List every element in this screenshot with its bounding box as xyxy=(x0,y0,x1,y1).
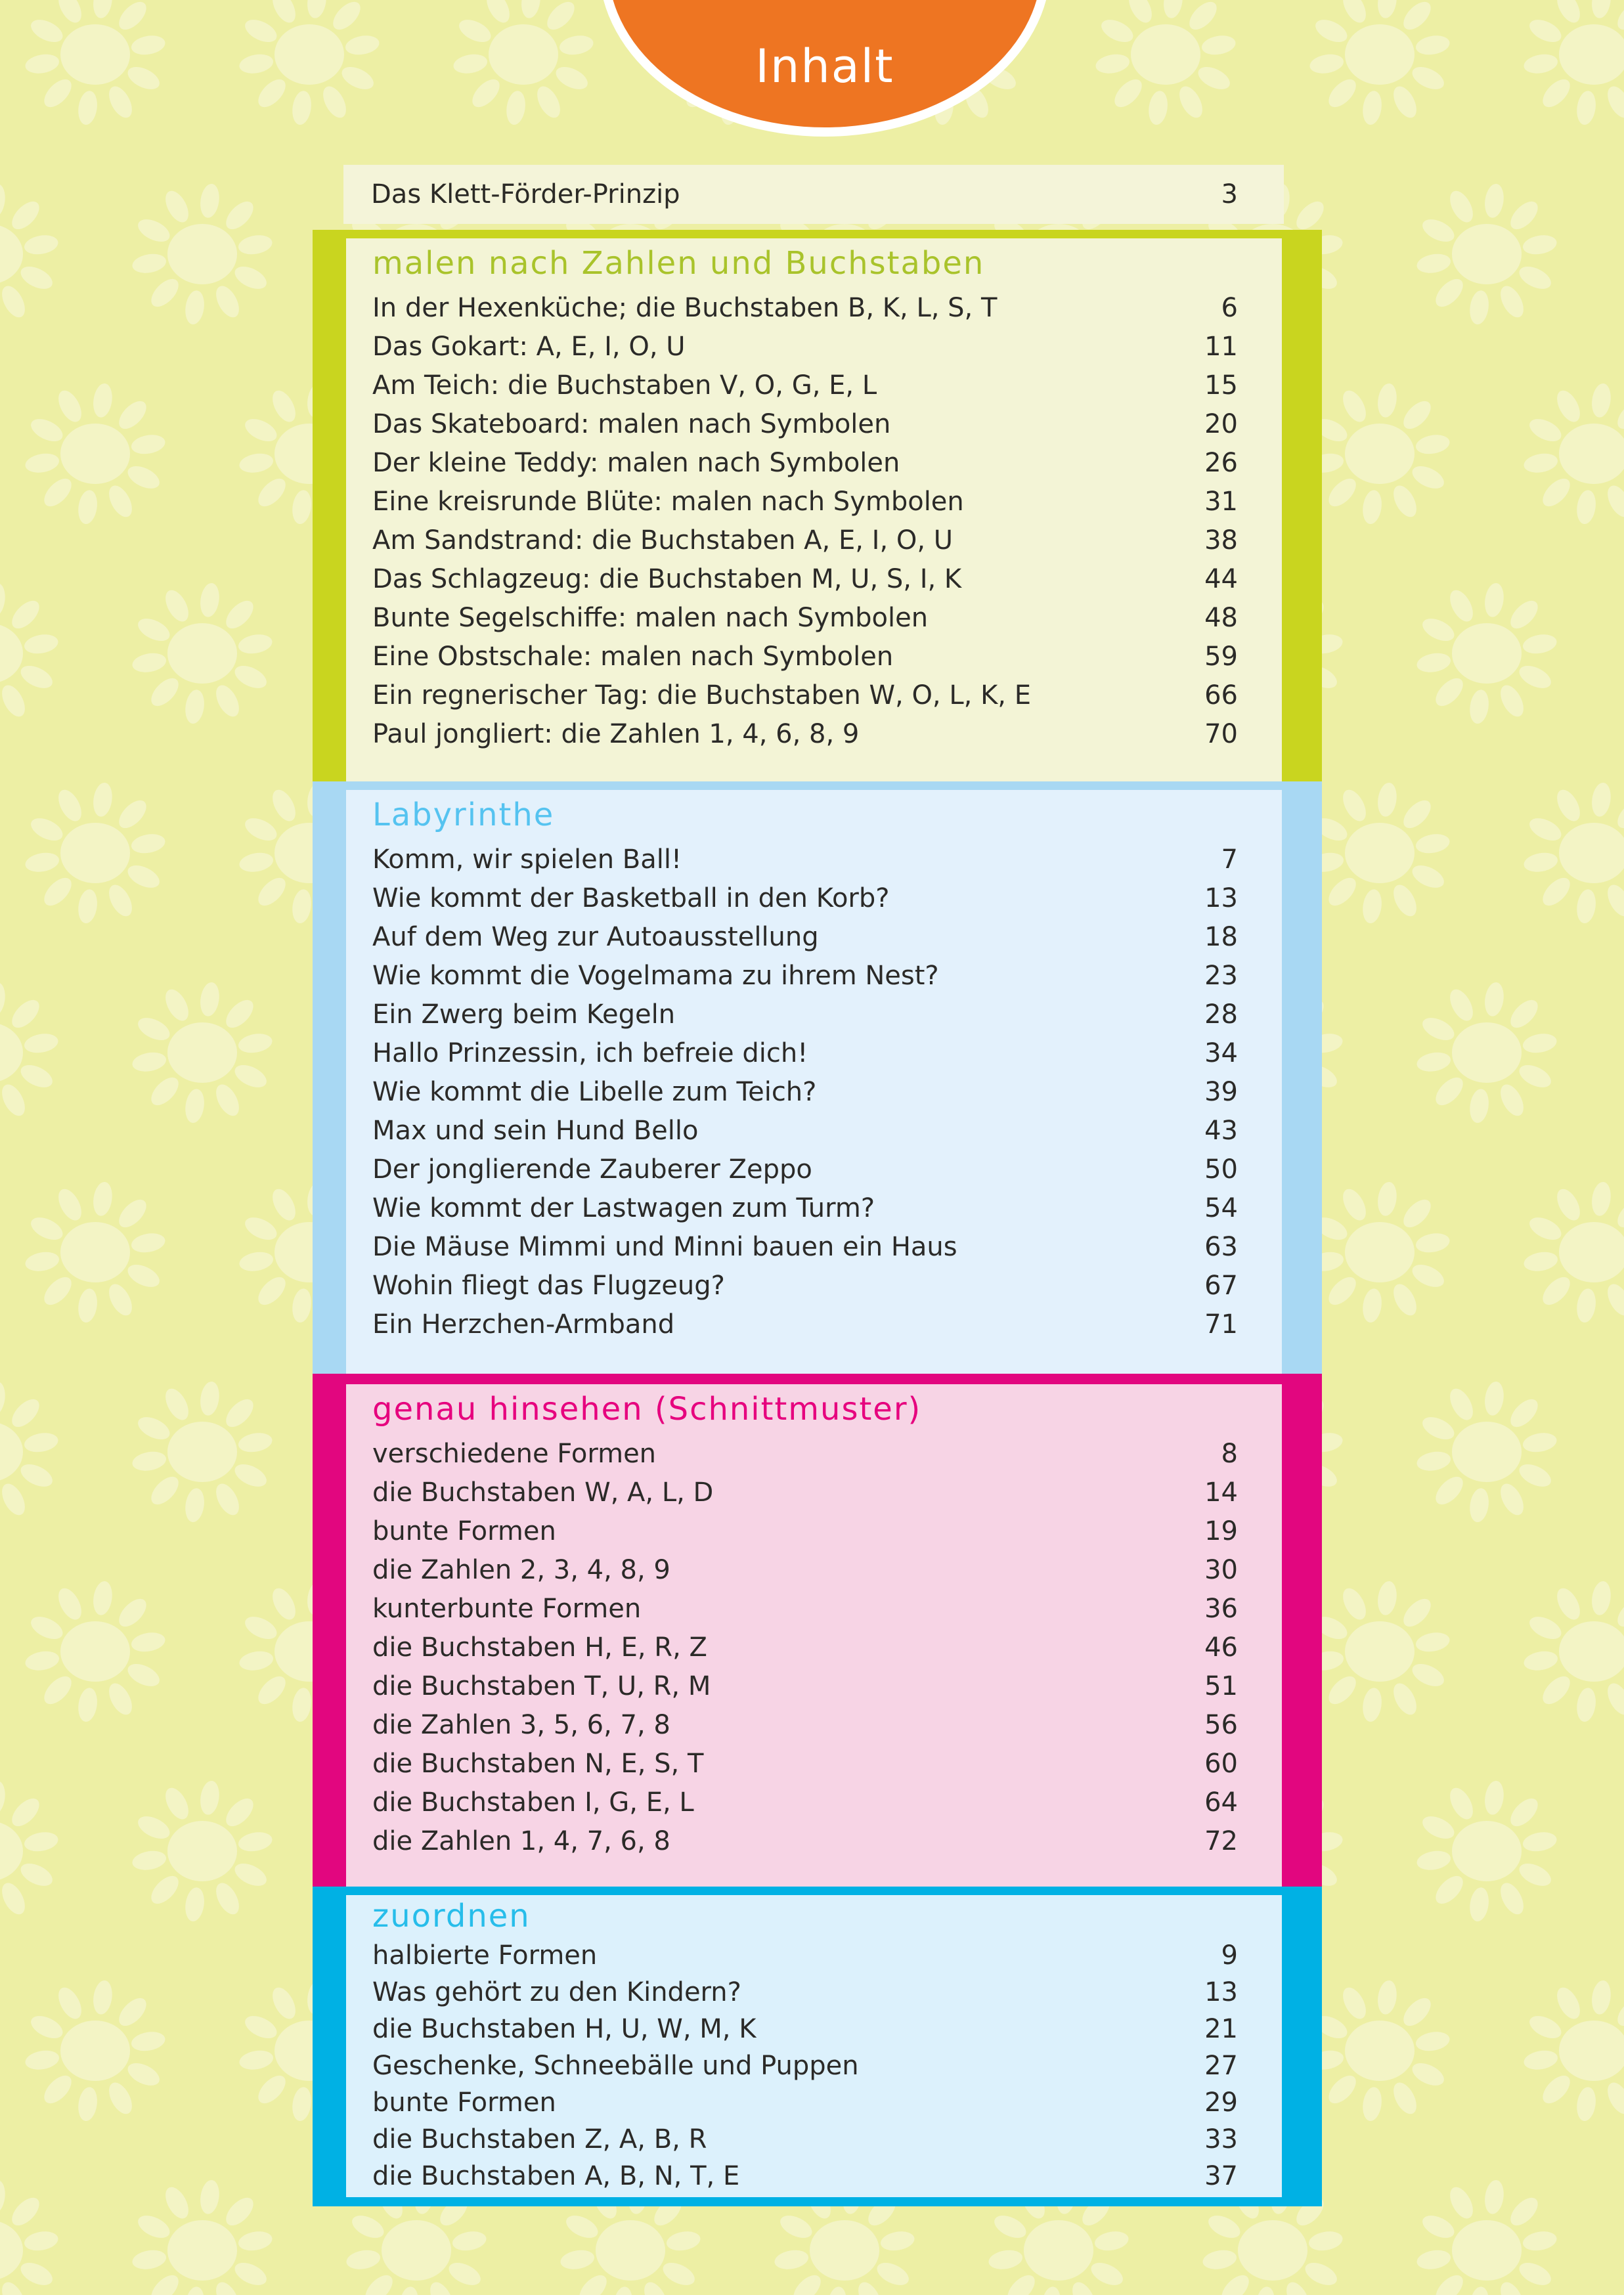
toc-entry-label: Paul jongliert: die Zahlen 1, 4, 6, 8, 9 xyxy=(372,718,860,749)
toc-entry-page: 23 xyxy=(1204,960,1238,991)
toc-entry-label: Wie kommt die Vogelmama zu ihrem Nest? xyxy=(372,960,939,991)
toc-entry-page: 21 xyxy=(1204,2014,1238,2044)
toc-row xyxy=(372,840,1238,879)
toc-entry-page: 51 xyxy=(1204,1671,1238,1701)
toc-entry-label: Ein regnerischer Tag: die Buchstaben W, O, L, K, E xyxy=(372,680,1032,710)
toc-entry-page: 37 xyxy=(1204,2161,1238,2191)
toc-row xyxy=(372,995,1238,1034)
toc-entry-label: verschiedene Formen xyxy=(372,1438,657,1469)
toc-entry-label: die Zahlen 2, 3, 4, 8, 9 xyxy=(372,1554,670,1585)
toc-row xyxy=(372,879,1238,917)
toc-entry-label: Ein Herzchen-Armband xyxy=(372,1309,675,1340)
toc-entry-page: 7 xyxy=(1221,844,1238,875)
toc-row xyxy=(372,1227,1238,1266)
intro-row xyxy=(343,165,1284,224)
toc-row xyxy=(372,1744,1238,1783)
toc-section-1 xyxy=(313,230,1322,781)
toc-entry-page: 19 xyxy=(1204,1516,1238,1546)
toc-entry-label: Am Teich: die Buchstaben V, O, G, E, L xyxy=(372,370,877,401)
toc-row xyxy=(372,1705,1238,1744)
intro-row-page-number: 3 xyxy=(1221,179,1238,209)
toc-entry-page: 56 xyxy=(1204,1709,1238,1740)
toc-entry-page: 28 xyxy=(1204,999,1238,1030)
toc-entry-label: die Buchstaben A, B, N, T, E xyxy=(372,2161,740,2191)
toc-entry-label: kunterbunte Formen xyxy=(372,1593,642,1624)
toc-entry-label: Das Gokart: A, E, I, O, U xyxy=(372,331,686,362)
toc-entry-page: 38 xyxy=(1204,525,1238,556)
toc-entry-page: 29 xyxy=(1204,2087,1238,2118)
toc-row xyxy=(372,1822,1238,1860)
toc-row xyxy=(372,443,1238,482)
toc-entry-label: die Buchstaben N, E, S, T xyxy=(372,1748,704,1779)
toc-entry-page: 15 xyxy=(1204,370,1238,401)
toc-row xyxy=(372,956,1238,995)
toc-row xyxy=(372,327,1238,366)
toc-entry-page: 50 xyxy=(1204,1154,1238,1185)
toc-entry-page: 11 xyxy=(1204,331,1238,362)
toc-entry-label: Das Schlagzeug: die Buchstaben M, U, S, I, K xyxy=(372,563,962,594)
toc-entry-page: 6 xyxy=(1221,292,1238,323)
toc-entry-page: 34 xyxy=(1204,1038,1238,1068)
toc-row xyxy=(372,2158,1238,2195)
section-title: malen nach Zahlen und Buchstaben xyxy=(372,245,985,282)
toc-entry-page: 54 xyxy=(1204,1192,1238,1223)
toc-entry-label: halbierte Formen xyxy=(372,1940,598,1971)
toc-entry-label: Auf dem Weg zur Autoausstellung xyxy=(372,921,819,952)
toc-entry-label: die Zahlen 1, 4, 7, 6, 8 xyxy=(372,1825,670,1856)
toc-entry-page: 14 xyxy=(1204,1477,1238,1508)
toc-entry-page: 30 xyxy=(1204,1554,1238,1585)
toc-entry-label: Eine Obstschale: malen nach Symbolen xyxy=(372,641,894,672)
toc-entry-label: Komm, wir spielen Ball! xyxy=(372,844,682,875)
toc-row xyxy=(372,1305,1238,1344)
toc-row xyxy=(372,1937,1238,1974)
toc-section-body xyxy=(346,790,1282,1374)
toc-entry-page: 27 xyxy=(1204,2051,1238,2081)
toc-rows xyxy=(372,1937,1238,2195)
toc-entry-label: Geschenke, Schneebälle und Puppen xyxy=(372,2051,859,2081)
toc-entry-label: Der jonglierende Zauberer Zeppo xyxy=(372,1154,812,1185)
toc-row xyxy=(372,1589,1238,1628)
toc-row xyxy=(372,917,1238,956)
toc-row xyxy=(372,1667,1238,1705)
toc-entry-label: die Buchstaben H, E, R, Z xyxy=(372,1632,707,1663)
toc-row xyxy=(372,1150,1238,1189)
toc-entry-label: Ein Zwerg beim Kegeln xyxy=(372,999,676,1030)
toc-row xyxy=(372,1783,1238,1822)
toc-row xyxy=(372,1473,1238,1512)
section-title: zuordnen xyxy=(372,1898,531,1934)
toc-row xyxy=(372,521,1238,559)
toc-section-body xyxy=(346,238,1282,781)
toc-entry-page: 72 xyxy=(1204,1825,1238,1856)
toc-entry-page: 63 xyxy=(1204,1231,1238,1262)
toc-row xyxy=(372,1072,1238,1111)
toc-entry-label: bunte Formen xyxy=(372,2087,556,2118)
toc-row xyxy=(372,1189,1238,1227)
toc-entry-page: 20 xyxy=(1204,408,1238,439)
toc-entry-page: 48 xyxy=(1204,602,1238,633)
toc-row xyxy=(372,482,1238,521)
toc-row xyxy=(372,676,1238,714)
toc-entry-label: die Buchstaben H, U, W, M, K xyxy=(372,2014,757,2044)
toc-entry-label: Bunte Segelschiffe: malen nach Symbolen xyxy=(372,602,929,633)
toc-row xyxy=(372,366,1238,404)
toc-row xyxy=(372,404,1238,443)
toc-entry-label: Die Mäuse Mimmi und Minni bauen ein Haus xyxy=(372,1231,957,1262)
toc-section-body xyxy=(346,1895,1282,2197)
toc-entry-page: 31 xyxy=(1204,486,1238,517)
toc-entry-page: 46 xyxy=(1204,1632,1238,1663)
section-title: genau hinsehen (Schnittmuster) xyxy=(372,1391,922,1428)
toc-entry-label: die Buchstaben Z, A, B, R xyxy=(372,2124,707,2154)
toc-entry-label: Der kleine Teddy: malen nach Symbolen xyxy=(372,447,900,478)
toc-row xyxy=(372,1266,1238,1305)
toc-entry-label: Das Skateboard: malen nach Symbolen xyxy=(372,408,891,439)
toc-entry-label: Eine kreisrunde Blüte: malen nach Symbolen xyxy=(372,486,964,517)
toc-entry-page: 8 xyxy=(1221,1438,1238,1469)
toc-entry-label: Wie kommt der Basketball in den Korb? xyxy=(372,883,890,913)
toc-entry-page: 39 xyxy=(1204,1076,1238,1107)
toc-row xyxy=(372,2011,1238,2047)
toc-entry-label: Was gehört zu den Kindern? xyxy=(372,1977,741,2007)
toc-rows xyxy=(372,288,1238,753)
toc-row xyxy=(372,1434,1238,1473)
toc-row xyxy=(372,2121,1238,2158)
toc-entry-label: die Buchstaben W, A, L, D xyxy=(372,1477,714,1508)
toc-section-3 xyxy=(313,1374,1322,1887)
toc-entry-page: 70 xyxy=(1204,718,1238,749)
toc-entry-page: 9 xyxy=(1221,1940,1238,1971)
toc-row xyxy=(372,1550,1238,1589)
toc-row xyxy=(372,559,1238,598)
toc-section-4 xyxy=(313,1887,1322,2206)
toc-entry-label: die Buchstaben I, G, E, L xyxy=(372,1787,694,1818)
toc-entry-page: 60 xyxy=(1204,1748,1238,1779)
toc-entry-label: Max und sein Hund Bello xyxy=(372,1115,699,1146)
page-title: Inhalt xyxy=(755,39,894,93)
toc-row xyxy=(372,1034,1238,1072)
toc-entry-label: die Zahlen 3, 5, 6, 7, 8 xyxy=(372,1709,670,1740)
toc-entry-label: Hallo Prinzessin, ich befreie dich! xyxy=(372,1038,808,1068)
section-title: Labyrinthe xyxy=(372,797,555,833)
toc-entry-page: 33 xyxy=(1204,2124,1238,2154)
toc-entry-page: 71 xyxy=(1204,1309,1238,1340)
toc-entry-page: 43 xyxy=(1204,1115,1238,1146)
toc-entry-page: 13 xyxy=(1204,883,1238,913)
toc-entry-page: 66 xyxy=(1204,680,1238,710)
toc-row xyxy=(372,2047,1238,2084)
toc-entry-label: Wohin fliegt das Flugzeug? xyxy=(372,1270,725,1301)
toc-section-2 xyxy=(313,781,1322,1374)
toc-row xyxy=(372,714,1238,753)
toc-section-body xyxy=(346,1384,1282,1887)
toc-row xyxy=(372,1974,1238,2011)
toc-rows xyxy=(372,840,1238,1344)
toc-entry-label: bunte Formen xyxy=(372,1516,556,1546)
toc-entry-page: 26 xyxy=(1204,447,1238,478)
toc-row xyxy=(372,2084,1238,2121)
toc-entry-label: Wie kommt die Libelle zum Teich? xyxy=(372,1076,817,1107)
toc-row xyxy=(372,637,1238,676)
toc-entry-page: 13 xyxy=(1204,1977,1238,2007)
intro-row-label: Das Klett-Förder-Prinzip xyxy=(371,179,680,209)
toc-entry-page: 59 xyxy=(1204,641,1238,672)
toc-entry-label: die Buchstaben T, U, R, M xyxy=(372,1671,711,1701)
toc-rows xyxy=(372,1434,1238,1860)
toc-row xyxy=(372,598,1238,637)
toc-entry-page: 36 xyxy=(1204,1593,1238,1624)
toc-entry-label: Wie kommt der Lastwagen zum Turm? xyxy=(372,1192,875,1223)
toc-row xyxy=(372,1111,1238,1150)
toc-entry-page: 64 xyxy=(1204,1787,1238,1818)
toc-entry-page: 67 xyxy=(1204,1270,1238,1301)
toc-row xyxy=(372,288,1238,327)
toc-row xyxy=(372,1512,1238,1550)
toc-entry-page: 44 xyxy=(1204,563,1238,594)
toc-entry-label: Am Sandstrand: die Buchstaben A, E, I, O, U xyxy=(372,525,954,556)
toc-entry-page: 18 xyxy=(1204,921,1238,952)
toc-entry-label: In der Hexenküche; die Buchstaben B, K, L, S, T xyxy=(372,292,998,323)
toc-row xyxy=(372,1628,1238,1667)
